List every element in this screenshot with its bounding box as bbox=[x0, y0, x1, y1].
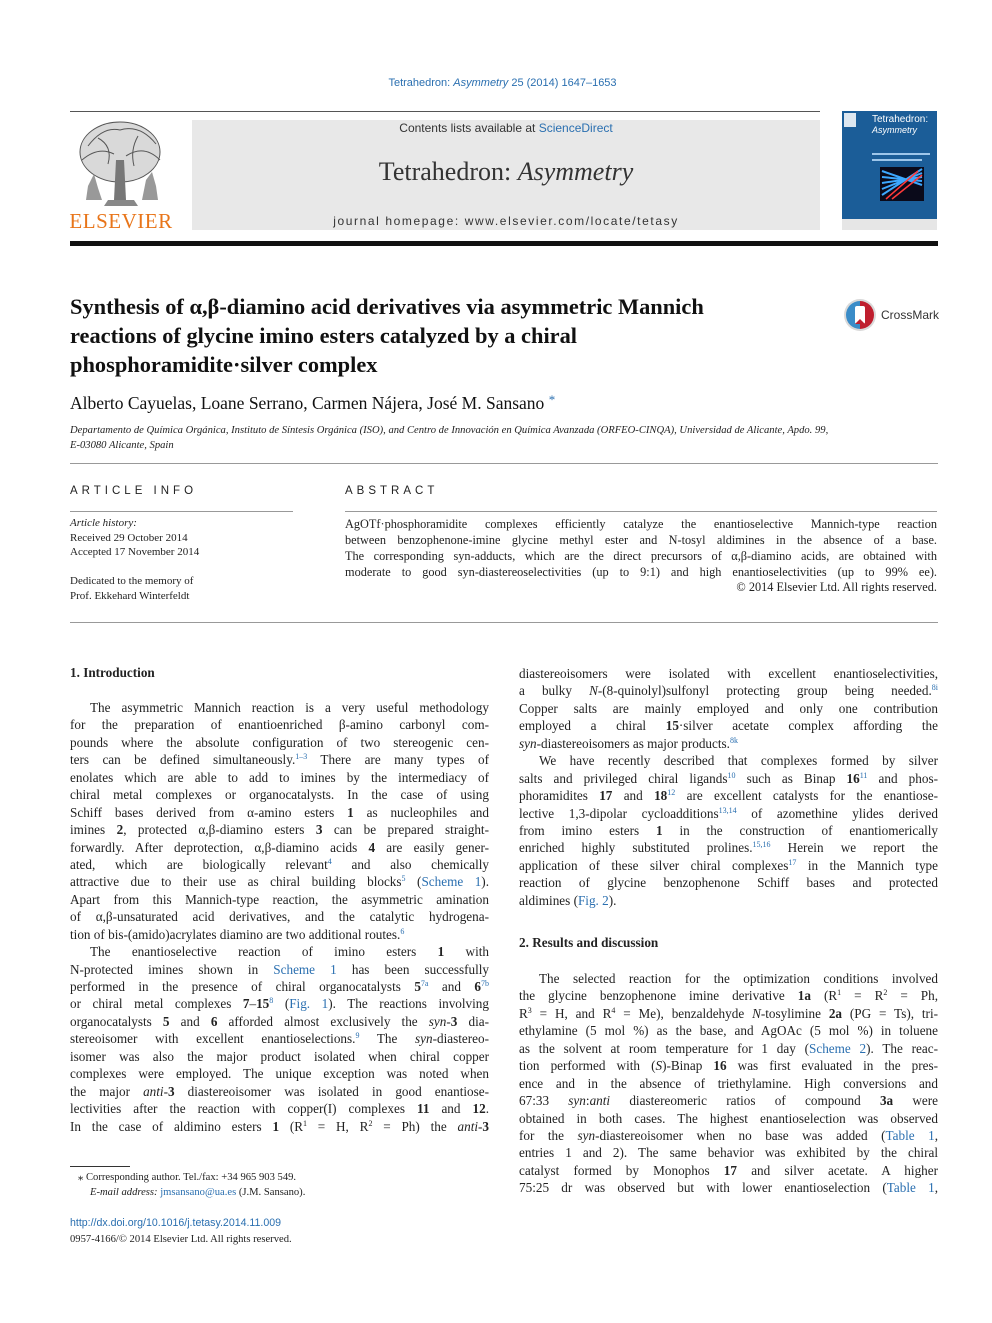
ref-link[interactable]: 17 bbox=[788, 857, 797, 867]
homepage-link[interactable]: www.elsevier.com/locate/tetasy bbox=[464, 214, 679, 228]
elsevier-tree-icon bbox=[68, 116, 174, 212]
info-top-rule bbox=[70, 463, 938, 464]
doi-link[interactable]: http://dx.doi.org/10.1016/j.tetasy.2014.11.009 bbox=[70, 1217, 282, 1229]
article-info-heading: ARTICLE INFO bbox=[70, 485, 198, 497]
email-link[interactable]: jmsansano@ua.es bbox=[160, 1187, 237, 1198]
article-title: Synthesis of α,β-diamino acid derivatives via asymmetric Mannich reactions of glycine imino esters catalyzed by a chiral phosphoramidite·silver complex bbox=[70, 294, 704, 377]
introduction-heading: 1. Introduction bbox=[70, 665, 155, 680]
ref-link[interactable]: 7b bbox=[481, 979, 489, 988]
dedication: Dedicated to the memory of Prof. Ekkehard Winterfeldt bbox=[70, 575, 194, 602]
ref-link[interactable]: 4 bbox=[327, 856, 332, 866]
sciencedirect-link[interactable]: ScienceDirect bbox=[538, 121, 613, 135]
ref-link[interactable]: 6 bbox=[400, 926, 405, 936]
figure-link[interactable]: Fig. 1 bbox=[289, 996, 329, 1012]
contents-line: Contents lists available at ScienceDirect bbox=[399, 121, 613, 135]
ref-link[interactable]: 13,14 bbox=[718, 805, 737, 815]
ref-link[interactable]: 11 bbox=[859, 770, 868, 780]
abstract-body: AgOTf·phosphoramidite complexes efficiently catalyze the enantioselective Mannich-type reaction between benzophenone-imine glycine methyl ester and N-tosyl aldimines in the absence of a base. The corresponding syn-adducts, which are the direct precursors of α,β-diamino acids, are obtained with moderate to good syn-diastereoselectivities (up to 9:1) and high enantioselectivities (up to 99% ee). bbox=[345, 517, 937, 579]
author-list: Alberto Cayuelas, Loane Serrano, Carmen Nájera, José M. Sansano * bbox=[70, 392, 556, 413]
issn-line: 0957-4166/© 2014 Elsevier Ltd. All rights reserved. bbox=[70, 1234, 292, 1245]
ref-link[interactable]: 8k bbox=[729, 735, 738, 745]
article-history: Article history: Received 29 October 2014 Accepted 17 November 2014 bbox=[70, 517, 200, 558]
journal-homepage: journal homepage: www.elsevier.com/locate/tetasy bbox=[333, 214, 679, 228]
figure-link[interactable]: Fig. 2 bbox=[577, 892, 609, 908]
introduction-body: The asymmetric Mannich reaction is a very useful methodology for the preparation of enantioenriched β-amino carbonyl com- pounds where the absolute configuration of two stereogenic cen- ters can be defined simultaneously.$^{1-3}$ There are many types of enolates which are able to add to imines by the intermediacy of chiral metal complexes or organocatalysts. In the case of using Schiff bases derived from α-amino esters 1 as nucleophiles and imines 2, protected α,β-diamino esters 3 can be prepared straight- forwardly. After deprotection, α,β-diamino acids 4 are easily gener- ated, which are biologically relevant$^4$ and also chemically attractive due to their use as chiral building blocks$^5$ (Scheme 1). Apart from this Mannich-type reaction, the asymmetric amination of α,β-unsaturated acid derivatives, and the catalytic hydrogena- tion of bis-(amido)acrylates diamino are two additional routes.$^6$ The enantioselective reaction of imino esters 1 with N-protected imines shown in Scheme 1 has been successfully performed in the presence of chiral organocatalysts $5^{7a}$ and $6^{7b}$ or chiral metal complexes $7-15^8$ (Fig. 1). The reactions involving organocatalysts 5 and 6 afforded almost exclusively the syn-3 dia- stereoisomer with excellent enantioselections.$^9$ The syn-diastereo- isomer was also the major product isolated when chiral copper complexes were employed. The unique exception was noted when the major anti-3 diastereoisomer was isolated in good enantiose- lectivities after the reaction with copper(I) complexes 11 and 12. In the case of aldimino esters 1 ($R^1 = H$, $R^2 = Ph$) the anti-3 bbox=[70, 700, 490, 1134]
header-divider bbox=[70, 111, 820, 112]
introduction-body-continued: diastereoisomers were isolated with excellent enantioselectivities, a bulky N-(8-quinolyl)sulfonyl protecting group being needed.$^{8i}$ Copper salts are mainly employed and only one contribution employed a chiral 15·silver acetate complex affording the syn-diastereoisomers as major products.$^{8k}$ We have recently described that complexes formed by silver salts and privileged chiral ligands$^{10}$ such as Binap $16^{11}$ and phos- phoramidites 17 and $18^{12}$ are excellent catalysts for the enantiose- lective 1,3-dipolar cycloadditions$^{13,14}$ of azomethine ylides derived from imino esters 1 in the construction of enantiomerically enriched highly substituted prolines.$^{15,16}$ Herein we report the application of these silver chiral complexes$^{17}$ in the Mannich type reaction of glycine benzophenone Schiff bases and protected aldimines (Fig. 2). bbox=[519, 666, 939, 908]
journal-citation[interactable]: Tetrahedron: Asymmetry 25 (2014) 1647–1653 bbox=[388, 77, 617, 89]
corresponding-footnote: ⁎ Corresponding author. Tel./fax: +34 965 903 549. bbox=[78, 1172, 297, 1183]
cover-title: Tetrahedron: Asymmetry bbox=[872, 114, 929, 135]
ref-link[interactable]: 15,16 bbox=[752, 840, 771, 850]
scheme-link[interactable]: Scheme 2 bbox=[809, 1040, 867, 1056]
ref-link[interactable]: 9 bbox=[355, 1031, 360, 1041]
results-body: The selected reaction for the optimization conditions involved the glycine benzophenone imine derivative 1a ($R^1 = R^2 = Ph$, $R^3 = H$, and $R^4 = Me$), benzaldehyde N-tosylimine 2a (PG = Ts), tri- ethylamine (5 mol %) as the base, and AgOAc (5 mol %) in toluene as the solvent at room temperature for 1 day (Scheme 2). The reac- tion performed with (S)-Binap 16 was first evaluated in the pres- ence and in the absence of triethylamine. High conversions and 67:33 syn:anti diastereomeric ratios of compound 3a were obtained in both cases. The highest enantioselection was observed for the syn-diastereoisomer when no base was added (Table 1, entries 1 and 2). The same behavior was exhibited by the chiral catalyst formed by Monophos 17 and silver acetate. A higher 75:25 dr was observed but with lower enantioselection (Table 1, bbox=[519, 971, 939, 1196]
ref-link[interactable]: 8i bbox=[931, 683, 938, 693]
ref-link[interactable]: 7a bbox=[420, 979, 429, 988]
table-link[interactable]: Table 1 bbox=[885, 1127, 935, 1143]
scheme-link[interactable]: Scheme 1 bbox=[421, 874, 482, 890]
ref-link[interactable]: 8 bbox=[269, 996, 274, 1006]
crossmark-badge[interactable]: CrossMark bbox=[843, 297, 943, 333]
abstract-rule bbox=[345, 511, 937, 512]
abstract-copyright: © 2014 Elsevier Ltd. All rights reserved. bbox=[736, 580, 937, 594]
journal-cover-thumbnail bbox=[842, 111, 937, 230]
ref-link[interactable]: 12 bbox=[667, 788, 676, 798]
publisher-wordmark: ELSEVIER bbox=[69, 209, 173, 233]
abstract-heading: ABSTRACT bbox=[345, 485, 439, 497]
author-affiliation: Departamento de Química Orgánica, Instituto de Síntesis Orgánica (ISO), and Centro de Innovación en Química Avanzada (ORFEO-CINQA), Universidad de Alicante, Apdo. 99, E-03080 Alicante, Spain bbox=[70, 425, 829, 451]
journal-name: Tetrahedron: Asymmetry bbox=[378, 157, 634, 186]
scheme-link[interactable]: Scheme 1 bbox=[273, 961, 337, 977]
corresponding-author-mark[interactable]: * bbox=[548, 392, 556, 407]
email-footnote: E-mail address: jmsansano@ua.es (J.M. Sansano). bbox=[90, 1187, 306, 1198]
results-heading: 2. Results and discussion bbox=[519, 935, 659, 950]
table-link[interactable]: Table 1 bbox=[886, 1180, 935, 1196]
footnote-rule bbox=[70, 1166, 130, 1167]
article-info-rule bbox=[70, 511, 293, 512]
elsevier-logo bbox=[68, 116, 176, 234]
abstract-bottom-rule bbox=[70, 622, 938, 623]
ref-link[interactable]: 5 bbox=[401, 874, 406, 884]
ref-link[interactable]: 10 bbox=[727, 770, 736, 780]
ref-link[interactable]: 1–3 bbox=[295, 752, 308, 762]
crossmark-icon bbox=[843, 297, 877, 333]
masthead-thick-rule bbox=[70, 241, 938, 246]
